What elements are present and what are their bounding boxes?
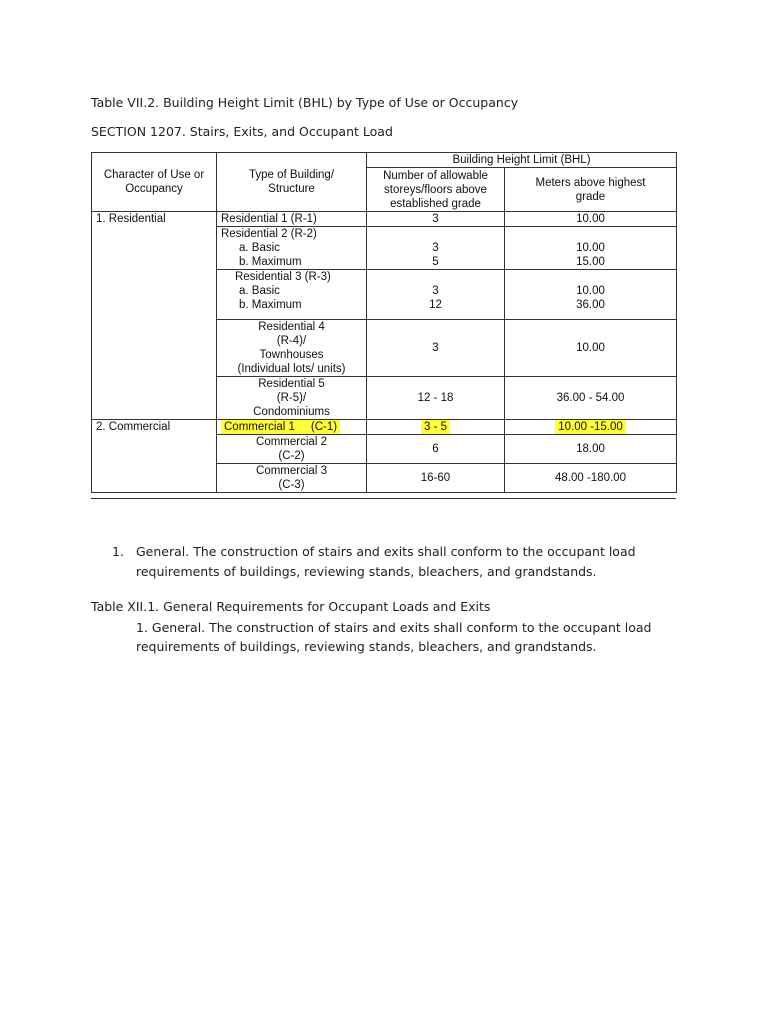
cell-meters [505,320,677,377]
building-type-line: Commercial 3 [256,465,327,477]
table2-title: Table XII.1. General Requirements for Occupant Loads and Exits [91,599,491,614]
building-type-line: (C-2) [278,450,305,462]
building-type-line: b. Maximum [239,256,302,268]
table-row [92,212,677,227]
bhl-table [91,152,677,493]
header-bhl-group: Building Height Limit (BHL) [367,153,677,168]
table-row [92,464,677,493]
cell-storeys-line [371,227,500,241]
cell-use: 1. Residential [92,212,217,227]
building-type-line: Residential 3 (R-3) [235,271,331,283]
numbered-list-item [112,542,682,582]
cell-storeys-line: 12 [429,299,442,311]
building-type-line: Residential 5 [258,378,325,390]
highlighted-text: Commercial 1 (C-1) [221,420,340,434]
cell-building-type [217,420,367,435]
cell-use [92,377,217,420]
highlighted-text: 10.00 -15.00 [555,420,626,434]
cell-storeys-line: 3 [432,242,439,254]
table-row [92,320,677,377]
cell-meters-line: 10.00 [576,213,605,225]
cell-meters [505,377,677,420]
cell-building-type [217,464,367,493]
building-type-line: (R-5)/ [276,392,307,404]
cell-use: 2. Commercial [92,420,217,435]
cell-storeys-line: 12 - 18 [417,392,454,404]
cell-storeys [367,435,505,464]
cell-meters [505,464,677,493]
cell-building-type [217,320,367,377]
cell-storeys-line: 6 [432,443,439,455]
section-heading: SECTION 1207. Stairs, Exits, and Occupant Load [91,124,393,139]
list-number: 1. [112,544,124,559]
table-row [92,227,677,270]
cell-meters-line: 18.00 [576,443,605,455]
building-type-line [221,420,362,434]
cell-storeys-line: 3 [432,342,439,354]
cell-meters-line: 48.00 -180.00 [555,472,626,484]
cell-meters-line [509,270,672,284]
cell-storeys [367,420,505,435]
building-type-line: (Individual lots/ units) [237,363,346,375]
cell-meters [505,420,677,435]
header-meters: Meters above highest grade [505,168,677,212]
building-type-line: Condominiums [253,406,330,418]
cell-use [92,435,217,464]
building-type-line: Residential 1 (R-1) [221,213,317,225]
header-storeys: Number of allowable storeys/floors above established grade [367,168,505,212]
cell-storeys [367,270,505,320]
cell-meters-line [509,227,672,241]
cell-storeys [367,464,505,493]
scanned-table-image [91,152,676,504]
cell-building-type [217,270,367,320]
cell-storeys-line: 3 [432,285,439,297]
table-row [92,420,677,435]
table-body [92,212,677,493]
cell-meters [505,270,677,320]
cell-storeys [367,227,505,270]
table-row [92,270,677,320]
paragraph-general [136,618,684,656]
header-character-of-use: Character of Use or Occupancy [92,153,217,212]
building-type-line: Residential 2 (R-2) [221,228,317,240]
cell-storeys-line: 16-60 [420,472,451,484]
cell-storeys-line [371,270,500,284]
highlighted-text: 3 - 5 [421,420,450,434]
cell-storeys-line: 3 [432,213,439,225]
cell-meters-line: 15.00 [576,256,605,268]
paragraph-general-text: 1. General. The construction of stairs and exits shall conform to the occupant load requirements of buildings, reviewing stands, bleachers, and grandstands. [136,620,652,654]
cell-meters [505,212,677,227]
building-type-line: Residential 4 [258,321,325,333]
cell-use [92,320,217,377]
building-type-line: Commercial 2 [256,436,327,448]
cell-use [92,227,217,270]
cell-building-type [217,227,367,270]
cell-meters-line: 10.00 [576,342,605,354]
building-type-line: (R-4)/ [276,335,307,347]
cell-building-type [217,435,367,464]
cell-meters [505,435,677,464]
building-type-line: (C-3) [278,479,305,491]
table-row [92,377,677,420]
cell-meters-line: 36.00 - 54.00 [556,392,625,404]
cell-storeys [367,377,505,420]
building-type-line: a. Basic [239,242,280,254]
cell-meters-line: 10.00 [576,285,605,297]
building-type-line: b. Maximum [239,299,302,311]
cell-storeys-line: 5 [432,256,439,268]
table-cut-edge [91,498,676,505]
cell-meters [505,227,677,270]
cell-meters-line: 36.00 [576,299,605,311]
table-row [92,435,677,464]
header-type-of-building: Type of Building/ Structure [217,153,367,212]
cell-use [92,464,217,493]
cell-meters-line [509,420,672,434]
building-type-line: a. Basic [239,285,280,297]
list-item-text: General. The construction of stairs and exits shall conform to the occupant load requirements of buildings, reviewing stands, bleachers, and grandstands. [136,544,636,579]
cell-storeys [367,320,505,377]
cell-use [92,270,217,320]
cell-meters-line: 10.00 [576,242,605,254]
table-title: Table VII.2. Building Height Limit (BHL) by Type of Use or Occupancy [91,95,519,110]
cell-storeys [367,212,505,227]
building-type-line: Townhouses [259,349,324,361]
cell-building-type [217,377,367,420]
cell-building-type [217,212,367,227]
cell-storeys-line [371,420,500,434]
